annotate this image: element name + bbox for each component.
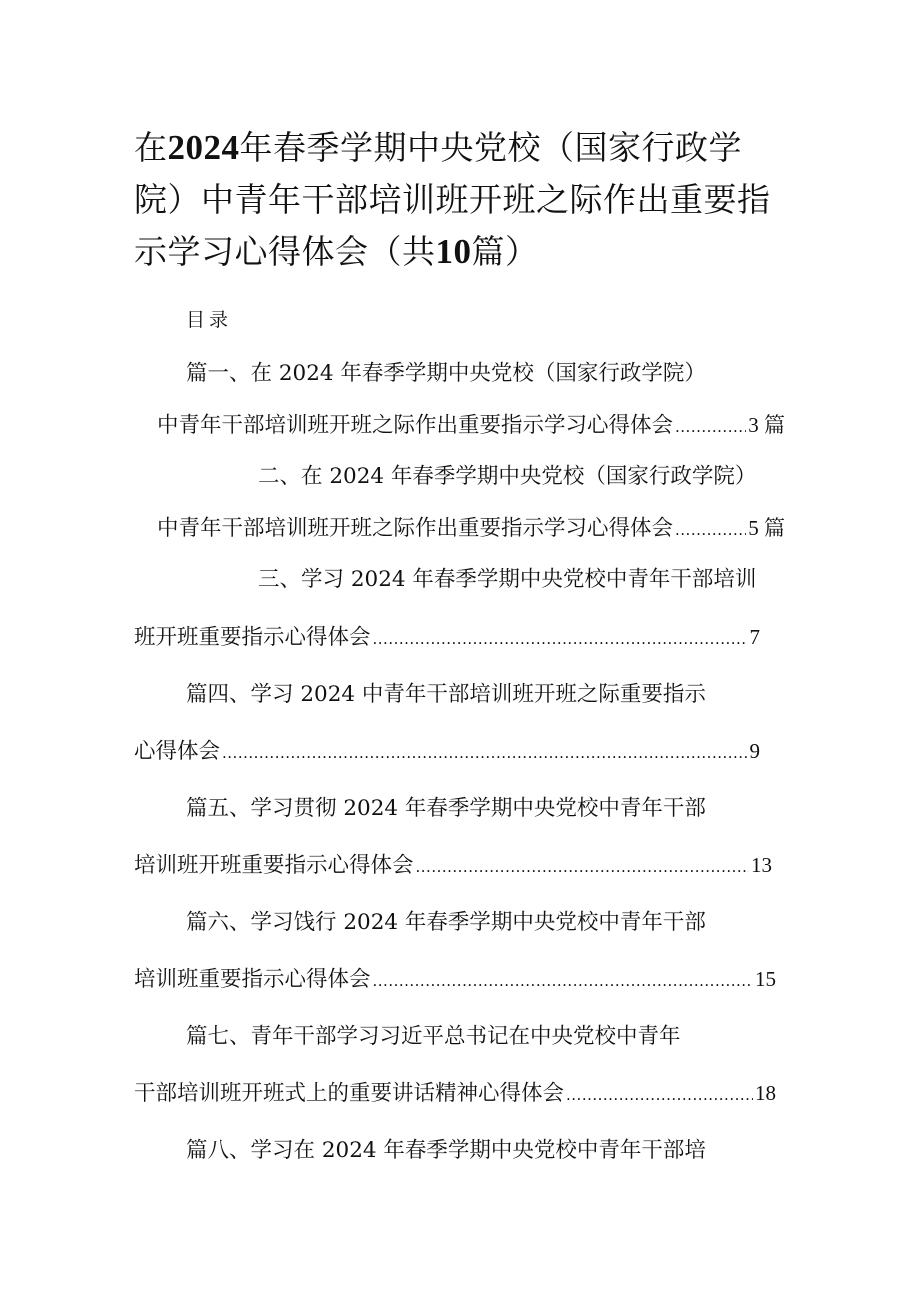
title-line-3: 示学习心得体会（共10篇） [134,232,539,271]
toc-heading: 目录 [186,309,233,331]
toc-entry-5-line-1[interactable]: 篇五、学习贯彻 2024 年春季学期中央党校中青年干部 [186,796,706,821]
toc-page-number: 13 [751,853,772,877]
leader-dots [373,966,753,996]
toc-page-number: 18 [755,1081,776,1105]
leader-dots [566,1080,753,1110]
toc-entry-2-line-1[interactable]: 二、在 2024 年春季学期中央党校（国家行政学院） [258,464,757,489]
toc-entry-5-line-2[interactable]: 培训班开班重要指示心得体会 ..... 13 [134,850,772,882]
title-line-1: 在2024年春季学期中央党校（国家行政学 [134,128,742,167]
toc-page-number: 9 [749,739,760,763]
toc-entry-4-line-1[interactable]: 篇四、学习 2024 中青年干部培训班开班之际重要指示 [186,682,706,707]
toc-page-number: 7 [749,625,760,649]
toc-entry-8-line-1[interactable]: 篇八、学习在 2024 年春季学期中央党校中青年干部培 [186,1138,706,1163]
leader-dots [416,852,749,882]
title-line-2: 院）中青年干部培训班开班之际作出重要指 [134,180,771,219]
toc-entry-3-line-1[interactable]: 三、学习 2024 年春季学期中央党校中青年干部培训 [258,567,757,592]
toc-entry-3-line-2[interactable]: 班开班重要指示心得体会 ..... 7 [134,622,760,654]
toc-entry-6-line-2[interactable]: 培训班重要指示心得体会 ..... 15 [134,964,776,996]
toc-page-number: 3 篇 [748,413,785,437]
toc-entry-7-line-2[interactable]: 干部培训班开班式上的重要讲话精神心得体会 ..... 18 [134,1078,776,1110]
leader-dots [675,515,746,545]
toc-entry-4-line-2[interactable]: 心得体会 ..... 9 [134,736,760,768]
leader-dots [373,624,748,654]
toc-entry-1-line-1[interactable]: 篇一、在 2024 年春季学期中央党校（国家行政学院） [186,361,706,386]
toc-entry-7-line-1[interactable]: 篇七、青年干部学习习近平总书记在中央党校中青年 [186,1024,681,1049]
toc-entry-6-line-1[interactable]: 篇六、学习饯行 2024 年春季学期中央党校中青年干部 [186,910,706,935]
toc-entry-2-line-2[interactable]: 中青年干部培训班开班之际作出重要指示学习心得体会 ..... 5 篇 [157,513,785,545]
toc-page-number: 15 [755,967,776,991]
toc-page-number: 5 篇 [748,516,785,540]
leader-dots [222,738,747,768]
document-title [134,122,774,278]
leader-dots [675,412,746,442]
toc-entry-1-line-2[interactable]: 中青年干部培训班开班之际作出重要指示学习心得体会 ..... 3 篇 [157,410,785,442]
